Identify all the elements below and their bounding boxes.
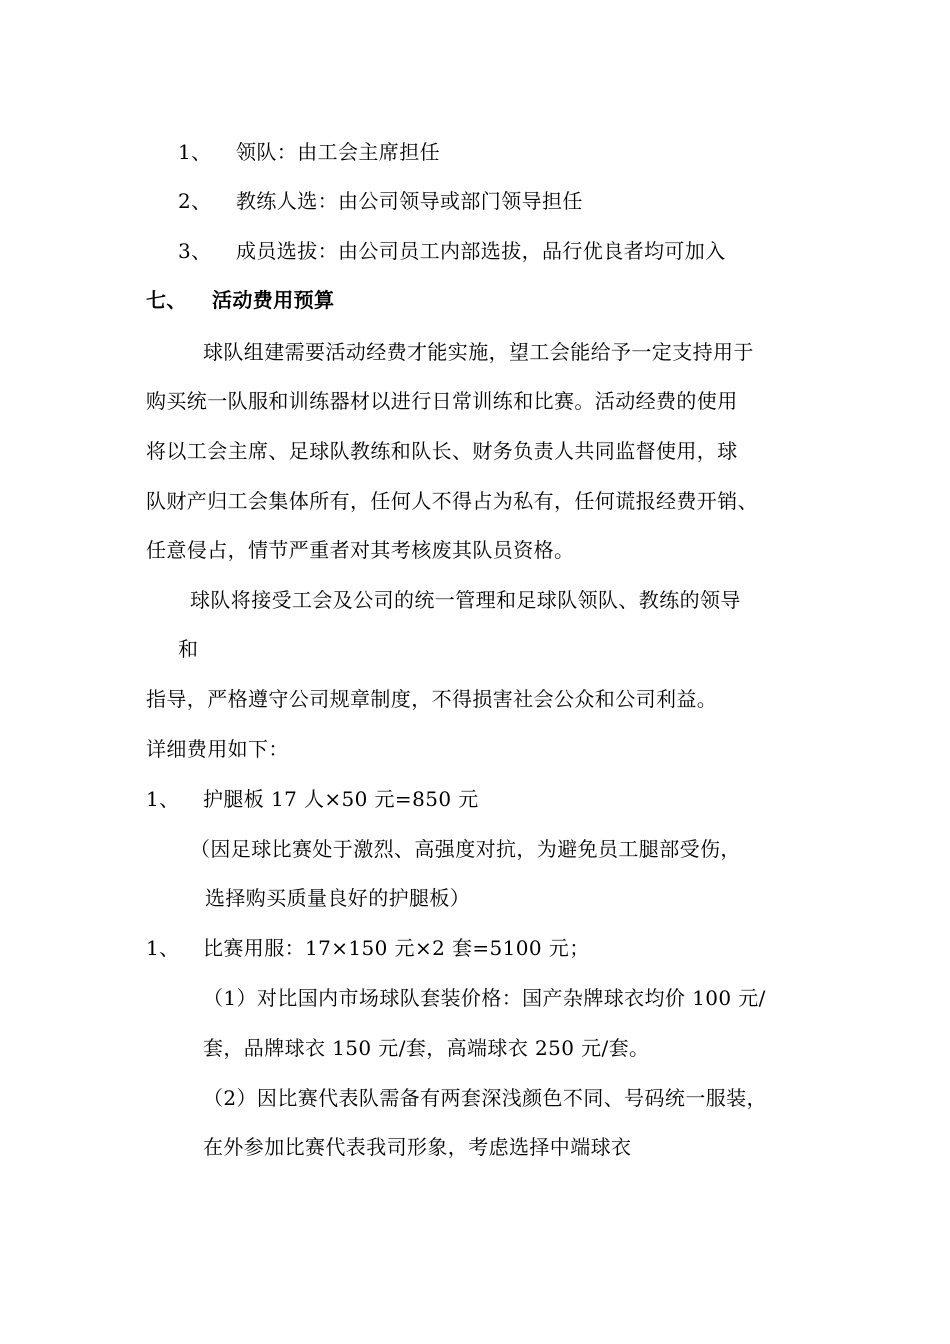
details-intro: 详细费用如下： — [146, 737, 289, 761]
item-2-note: （2）因比赛代表队需备有两套深浅颜色不同、号码统一服装， — [203, 1086, 767, 1110]
item-2-note: 套，品牌球衣 150 元/套，高端球衣 250 元/套。 — [203, 1036, 650, 1060]
role-1-text: 领队：由工会主席担任 — [236, 140, 440, 164]
role-3-text: 成员选拔：由公司员工内部选拔，品行优良者均可加入 — [236, 239, 726, 263]
item-1-text: 护腿板 17 人×50 元=850 元 — [203, 787, 479, 811]
item-1-note: 选择购买质量良好的护腿板） — [205, 886, 471, 910]
item-2-note: 在外参加比赛代表我司形象，考虑选择中端球衣 — [203, 1135, 632, 1159]
para1-line: 将以工会主席、足球队教练和队长、财务负责人共同监督使用，球 — [146, 439, 738, 463]
para1-line: 球队组建需要活动经费才能实施，望工会能给予一定支持用于 — [203, 340, 754, 364]
para1-line: 购买统一队服和训练器材以进行日常训练和比赛。活动经费的使用 — [146, 389, 738, 413]
role-1-number: 1、 — [178, 140, 212, 164]
item-2-number: 1、 — [146, 936, 180, 960]
para2-line: 球队将接受工会及公司的统一管理和足球队领队、教练的领导 — [190, 588, 741, 612]
item-1-note: （因足球比赛处于激烈、高强度对抗，为避免员工腿部受伤， — [190, 837, 741, 861]
para2-line: 指导，严格遵守公司规章制度，不得损害社会公众和公司利益。 — [146, 687, 718, 711]
role-2-number: 2、 — [178, 189, 212, 213]
section-number: 七、 — [146, 288, 187, 312]
para2-line: 和 — [178, 637, 199, 661]
item-2-note: （1）对比国内市场球队套装价格：国产杂牌球衣均价 100 元/ — [203, 986, 766, 1010]
role-2-text: 教练人选：由公司领导或部门领导担任 — [236, 189, 583, 213]
para1-line: 队财产归工会集体所有，任何人不得占为私有，任何谎报经费开销、 — [146, 489, 758, 513]
item-1-number: 1、 — [146, 787, 180, 811]
para1-line: 任意侵占，情节严重者对其考核废其队员资格。 — [146, 538, 575, 562]
section-title: 活动费用预算 — [212, 288, 335, 312]
item-2-text: 比赛用服：17×150 元×2 套=5100 元； — [203, 936, 590, 960]
role-3-number: 3、 — [178, 239, 212, 263]
